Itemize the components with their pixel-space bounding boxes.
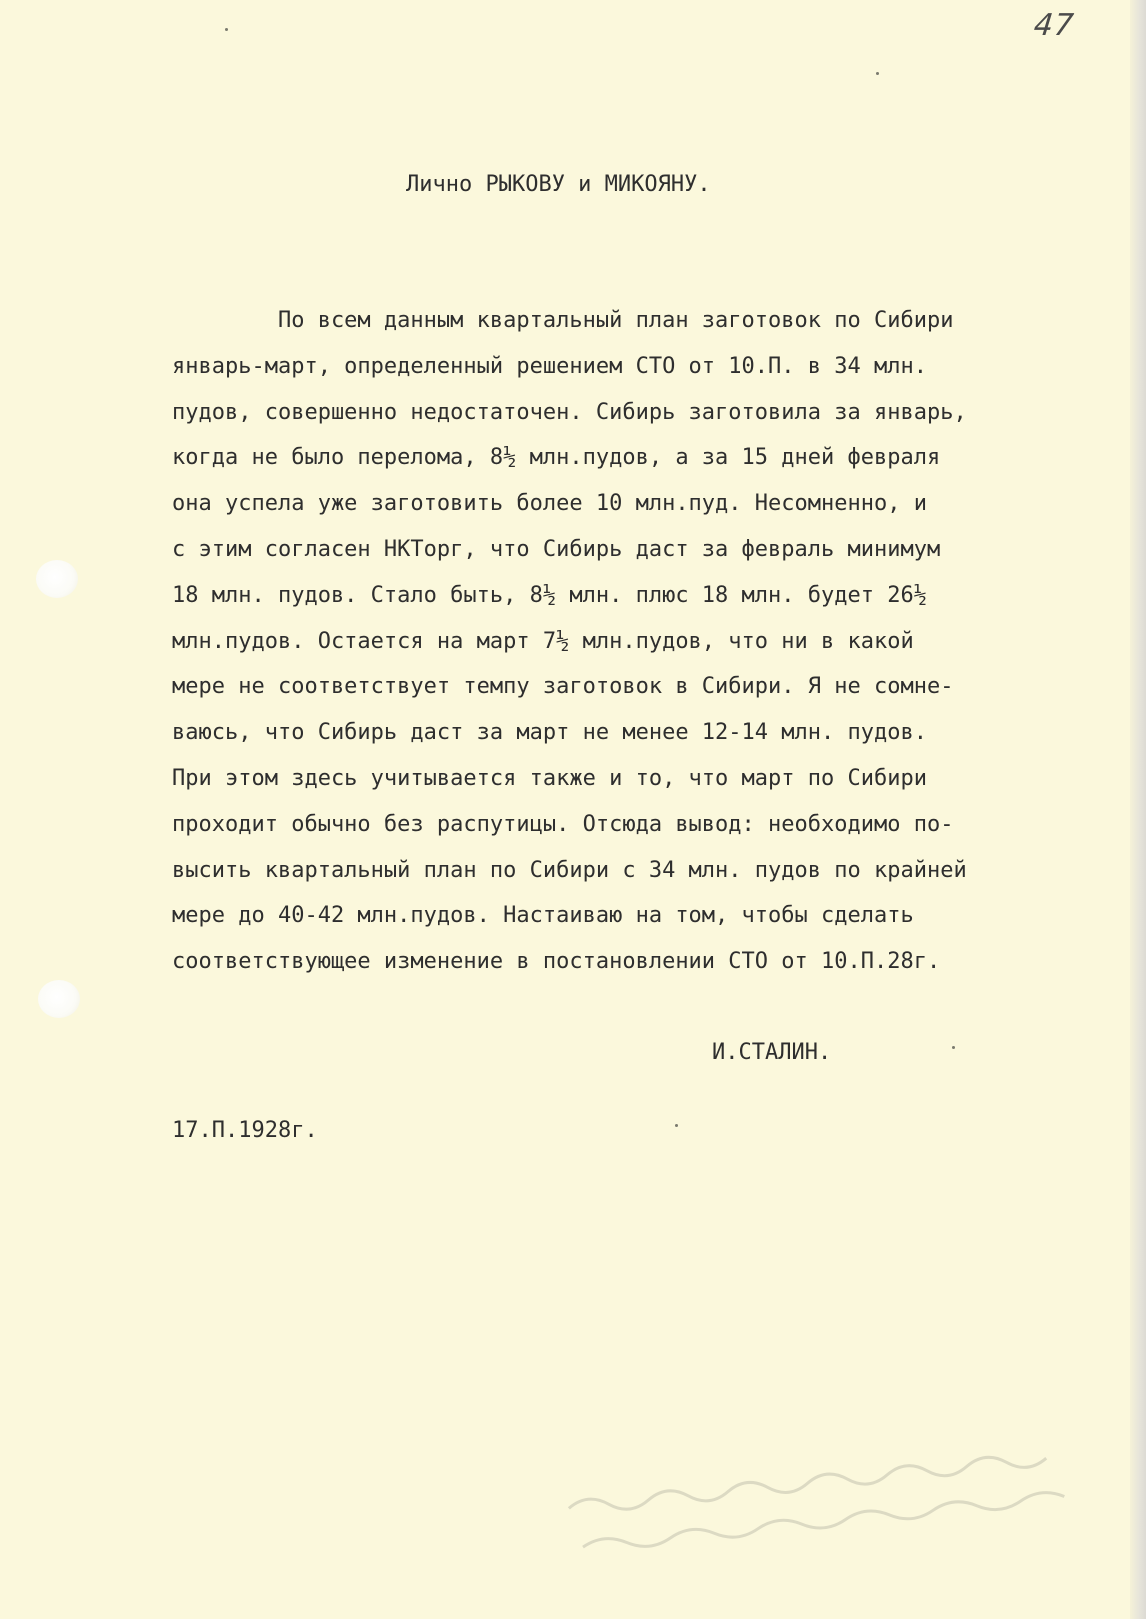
letter-date: 17.П.1928г.	[172, 1118, 318, 1143]
paper-speck	[952, 1046, 955, 1049]
letter-body	[172, 305, 1092, 992]
page-edge-shadow	[1130, 0, 1146, 1619]
body-line: 18 млн. пудов. Стало быть, 8½ млн. плюс 18 млн. будет 26½	[172, 582, 927, 608]
ink-bleed-through	[556, 1421, 1124, 1589]
paper-speck	[876, 72, 879, 75]
addressee-line: Лично РЫКОВУ и МИКОЯНУ.	[406, 172, 711, 197]
body-line: высить квартальный план по Сибири с 34 млн. пудов по крайней	[172, 857, 967, 883]
body-line: мере не соответствует темпу заготовок в Сибири. Я не сомне-	[172, 674, 954, 700]
body-line: пудов, совершенно недостаточен. Сибирь заготовила за январь,	[172, 399, 967, 425]
paper-speck	[225, 28, 228, 31]
body-line: она успела уже заготовить более 10 млн.пуд. Несомненно, и	[172, 491, 927, 517]
body-line: млн.пудов. Остается на март 7½ млн.пудов, что ни в какой	[172, 628, 914, 654]
punch-hole-top	[36, 560, 78, 598]
body-line: соответствующее изменение в постановлении СТО от 10.П.28г.	[172, 949, 941, 975]
punch-hole-bottom	[38, 980, 80, 1018]
body-line: январь-март, определенный решением СТО от 10.П. в 34 млн.	[172, 353, 927, 379]
body-line: мере до 40-42 млн.пудов. Настаиваю на том, чтобы сделать	[172, 903, 914, 929]
body-line: По всем данным квартальный план заготовок по Сибири	[172, 308, 954, 333]
body-line: ваюсь, что Сибирь даст за март не менее 12-14 млн. пудов.	[172, 720, 927, 746]
archive-page-number: 47	[1032, 8, 1077, 43]
body-line: когда не было перелома, 8½ млн.пудов, а за 15 дней февраля	[172, 445, 941, 471]
body-line: При этом здесь учитывается также и то, что март по Сибири	[172, 765, 927, 791]
body-line: с этим согласен НКТорг, что Сибирь даст за февраль минимум	[172, 536, 941, 562]
paper-speck	[675, 1124, 678, 1127]
signature: И.СТАЛИН.	[712, 1040, 832, 1065]
body-line: проходит обычно без распутицы. Отсюда вывод: необходимо по-	[172, 811, 954, 837]
